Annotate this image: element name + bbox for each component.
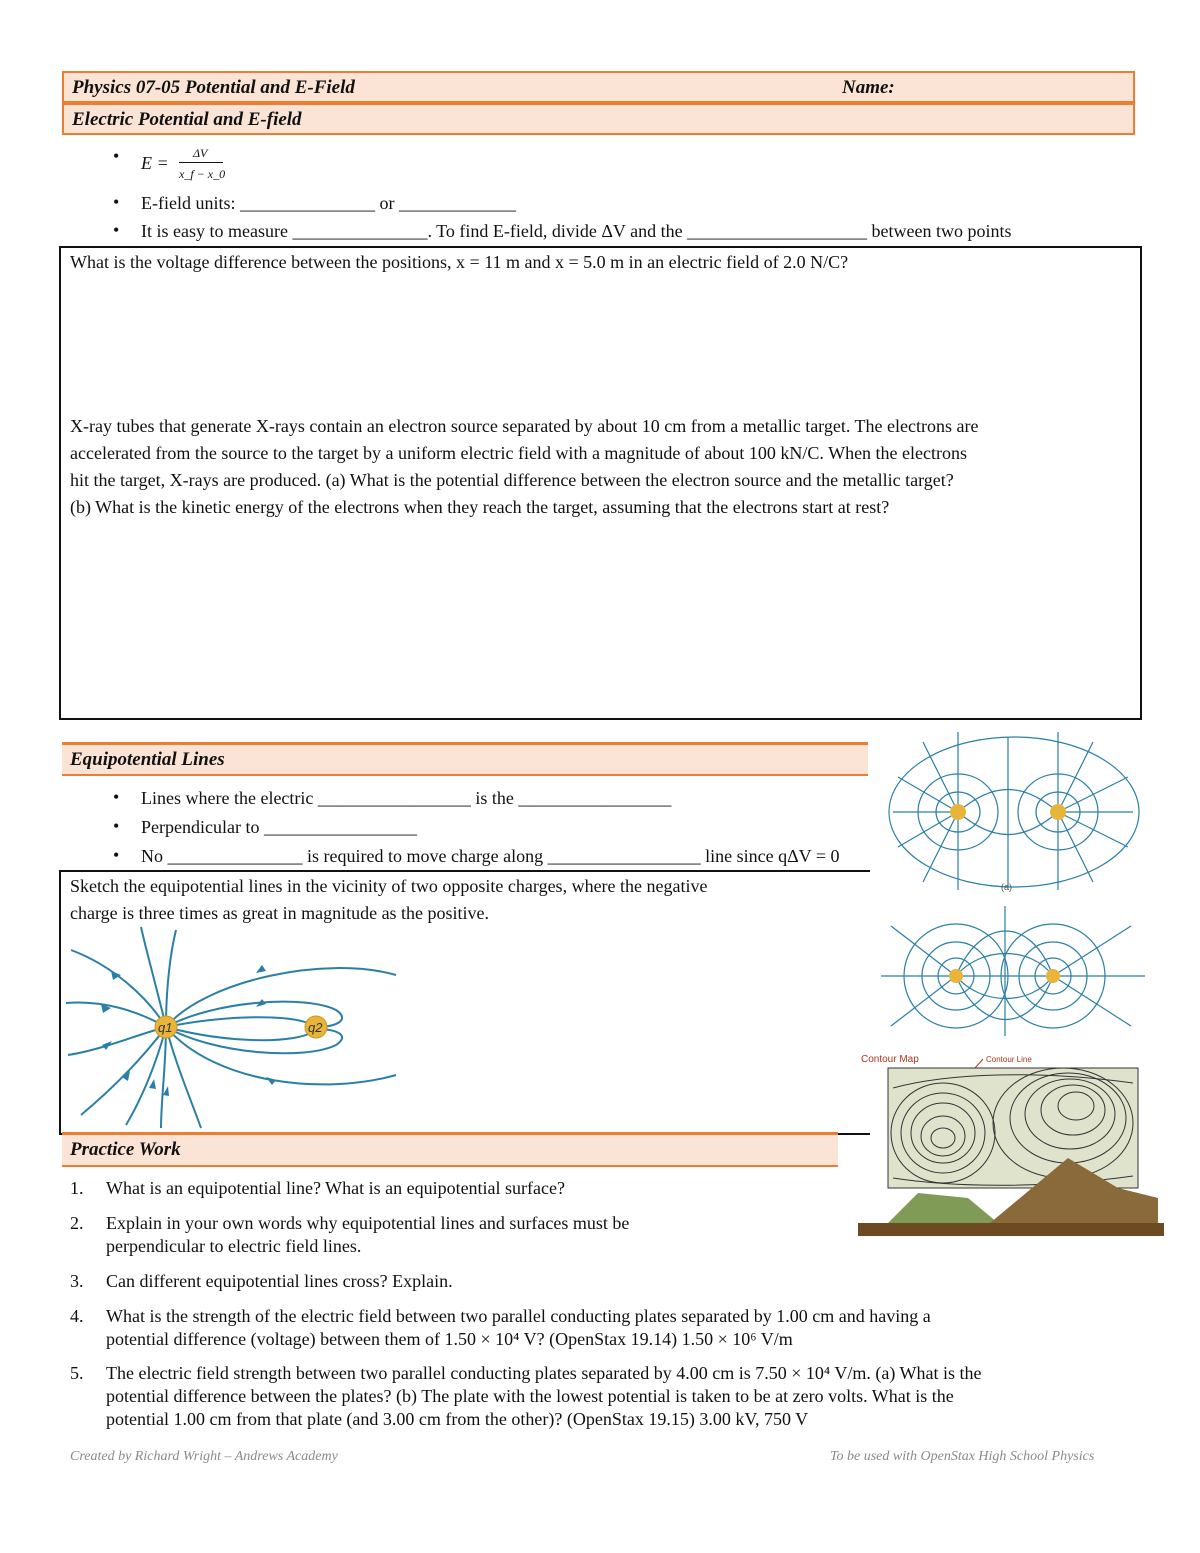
- practice-item-3: 3. Can different equipotential lines cross? Explain.: [70, 1271, 453, 1291]
- practice-item-5: 5. The electric field strength between two parallel conducting plates separated by 4.00 cm is 7.50 × 10⁴ V/m. (a) What is the potential difference between the plates? (b) The plate with the lowest potential is taken to be at zero volts. What is the potential 1.00 cm from that plate (and 3.00 cm from the other)? (OpenStax 19.15) 3.00 kV, 750 V: [70, 1363, 982, 1429]
- practice-item-4: 4. What is the strength of the electric field between two parallel conducting plates separated by 1.00 cm and having a potential difference (voltage) between them of 1.50 × 10⁴ V? (OpenStax 19.14) 1.50 × 10⁶ V/m: [70, 1306, 931, 1349]
- units-bullet: • E-field units: _______________ or _____________: [113, 192, 516, 213]
- field-lines-sketch: [66, 925, 401, 1130]
- equipotential-figure-like-charges: [883, 722, 1146, 892]
- name-field: Name:: [842, 77, 895, 98]
- equipotential-bullet-3: • No _______________ is required to move charge along _________________ line since qΔV = 0: [113, 845, 840, 866]
- sketch-prompt-line-1: Sketch the equipotential lines in the vicinity of two opposite charges, where the negative: [70, 876, 708, 896]
- contour-line-label: Contour Line: [986, 1055, 1032, 1064]
- formula-numerator: ΔV: [193, 146, 208, 160]
- section-header-practice: Practice Work: [62, 1132, 838, 1167]
- question-xray: X-ray tubes that generate X-rays contain an electron source separated by about 10 cm from a metallic target. The electrons are accelerated from the source to the target by a uniform electric field with a magnitude of about 100 kN/C. When the electrons hit the target, X-rays are produced. (a) What is the potential difference between the electron source and the metallic target? (b) What is the kinetic energy of the electrons when they reach the target, assuming that the electrons start at rest?: [70, 416, 979, 517]
- formula-bullet: • E = ΔV x_f − x_0: [141, 146, 441, 186]
- formula-lhs: E =: [141, 153, 169, 173]
- sketch-prompt-line-2: charge is three times as great in magnitude as the positive.: [70, 903, 490, 923]
- page-title: Physics 07-05 Potential and E-Field: [72, 77, 355, 98]
- equipotential-bullet-2: • Perpendicular to _________________: [113, 816, 417, 837]
- equipotential-figure-dipole: [881, 906, 1145, 1036]
- practice-item-2: 2. Explain in your own words why equipotential lines and surfaces must be perpendicular to electric field lines.: [70, 1213, 630, 1256]
- contour-map-figure: [858, 1048, 1164, 1236]
- section-header-equipotential: Equipotential Lines: [62, 742, 868, 776]
- measure-bullet: • It is easy to measure _______________. To find E-field, divide ΔV and the ____________________ between two points: [113, 220, 1012, 241]
- equipotential-bullet-1: • Lines where the electric _________________ is the _________________: [113, 787, 672, 808]
- footer-right: To be used with OpenStax High School Physics: [830, 1449, 1095, 1464]
- formula-denominator: x_f − x_0: [179, 167, 226, 181]
- practice-item-1: 1. What is an equipotential line? What is an equipotential surface?: [70, 1178, 565, 1198]
- footer-left: Created by Richard Wright – Andrews Academy: [70, 1449, 338, 1464]
- contour-map-title: Contour Map: [861, 1054, 919, 1065]
- question-voltage-difference: What is the voltage difference between the positions, x = 11 m and x = 5.0 m in an electric field of 2.0 N/C?: [70, 252, 849, 272]
- section-title: Electric Potential and E-field: [72, 109, 302, 130]
- title-bar: [62, 71, 1135, 103]
- charge-q1-label: q1: [158, 1020, 173, 1035]
- section-header-electric-potential: [62, 103, 1135, 135]
- figure-caption-a: (a): [1001, 882, 1012, 892]
- charge-q2-label: q2: [308, 1020, 323, 1035]
